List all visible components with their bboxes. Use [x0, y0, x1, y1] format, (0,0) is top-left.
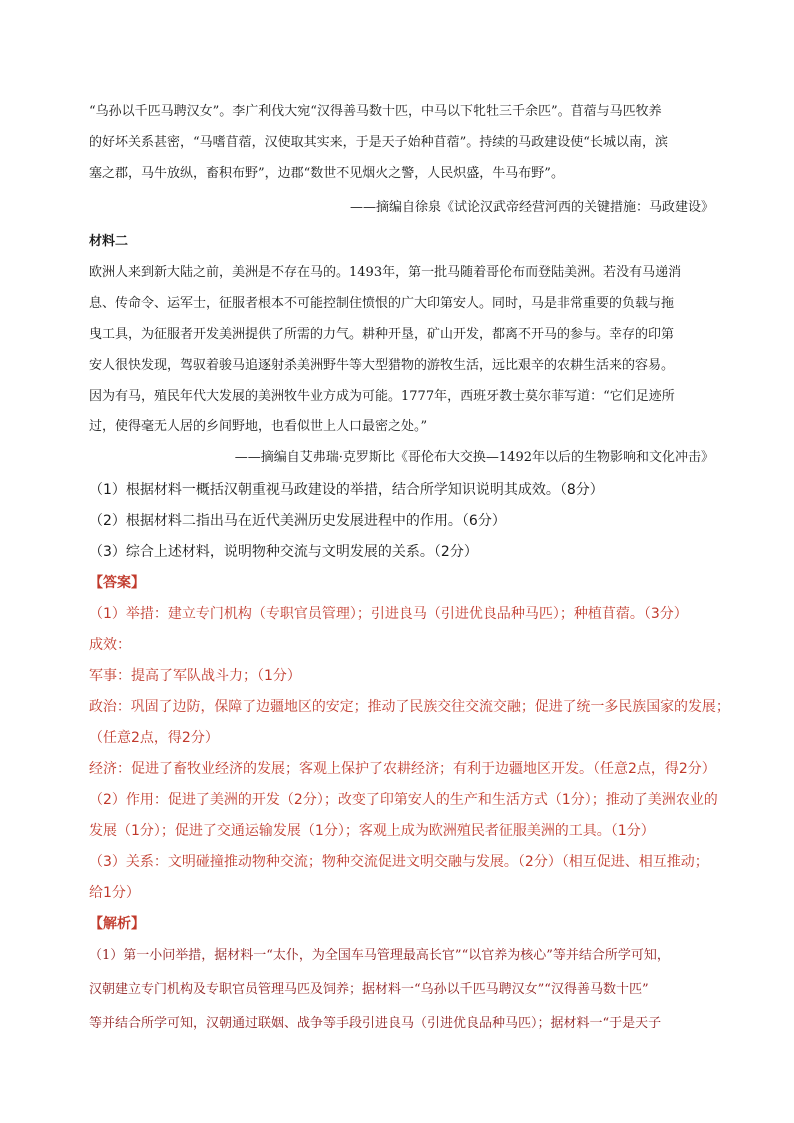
material2-line: 息、传命令、运军士，征服者根本不可能控制住愤恨的广大印第安人。同时，马是非常重要的负载与拖: [89, 296, 675, 311]
material2-line: 曳工具，为征服者开发美洲提供了所需的力气。耕种开垦，矿山开发，都离不开马的参与。幸存的印第: [89, 327, 675, 342]
answer-line: （3）关系：文明碰撞推动物种交流；物种交流促进文明交融与发展。（2分）（相互促进、相互推动；: [89, 854, 709, 870]
analysis-line: 等并结合所学可知，汉朝通过联姻、战争等手段引进良马（引进优良品种马匹）；据材料一“于是天子: [89, 1016, 662, 1031]
material1-line: 的好坏关系甚密，“马嗜苜蓿，汉使取其实来，于是天子始种苜蓿”。持续的马政建设使“长城以南，滨: [89, 135, 668, 150]
answer-line: 发展（1分）；促进了交通运输发展（1分）；客观上成为欧洲殖民者征服美洲的工具。（1分）: [89, 823, 655, 839]
answer-line: 给1分）: [89, 885, 140, 901]
analysis-line: 汉朝建立专门机构及专职官员管理马匹及饲养；据材料一“乌孙以千匹马聘汉女”“汉得善马数十匹”: [89, 982, 649, 997]
material1-citation: ——摘编自徐泉《试论汉武帝经营河西的关键措施：马政建设》: [349, 200, 714, 215]
answer-tag: 【答案】: [89, 575, 145, 591]
answer-line: （2）作用：促进了美洲的开发（2分）；改变了印第安人的生产和生活方式（1分）；推动了美洲农业的: [89, 792, 718, 808]
material2-line: 因为有马，殖民年代大发展的美洲牧牛业方成为可能。1777年，西班牙教士莫尔菲写道：“它们足迹所: [89, 389, 675, 404]
question-1: （1）根据材料一概括汉朝重视马政建设的举措，结合所学知识说明其成效。（8分）: [89, 482, 604, 498]
material1-line: 塞之郡，马牛放纵，畜积布野”，边郡“数世不见烟火之警，人民炽盛，牛马布野”。: [89, 166, 564, 181]
analysis-tag: 【解析】: [89, 916, 145, 932]
answer-line: 成效：: [89, 637, 131, 653]
answer-line: 军事：提高了军队战斗力；（1分）: [89, 668, 301, 684]
answer-line: 政治：巩固了边防，保障了边疆地区的安定；推动了民族交往交流交融；促进了统一多民族国家的发展；: [89, 699, 730, 715]
material2-line: 过，使得毫无人居的乡间野地，也看似世上人口最密之处。”: [89, 419, 428, 434]
answer-line: 经济：促进了畜牧业经济的发展；客观上保护了农耕经济；有利于边疆地区开发。（任意2点，得2分）: [89, 761, 716, 777]
material2-line: 欧洲人来到新大陆之前，美洲是不存在马的。1493年，第一批马随着哥伦布而登陆美洲。若没有马递消: [89, 265, 682, 280]
material1-line: “乌孙以千匹马聘汉女”。李广利伐大宛“汉得善马数十匹，中马以下牝牡三千余匹”。苜蓿与马匹牧养: [89, 104, 662, 119]
answer-line: （1）举措：建立专门机构（专职官员管理）；引进良马（引进优良品种马匹）；种植苜蓿。（3分）: [89, 606, 688, 622]
analysis-line: （1）第一小问举措，据材料一“太仆，为全国车马管理最高长官”“以官养为核心”等并结合所学可知，: [89, 948, 670, 963]
question-2: （2）根据材料二指出马在近代美洲历史发展进程中的作用。（6分）: [89, 513, 506, 529]
material2-heading: 材料二: [89, 234, 129, 249]
material2-line: 安人很快发现，驾驭着骏马追逐射杀美洲野牛等大型猎物的游牧生活，远比艰辛的农耕生活来的容易。: [89, 358, 675, 373]
question-3: （3）综合上述材料，说明物种交流与文明发展的关系。（2分）: [89, 544, 478, 560]
material2-citation: ——摘编自艾弗瑞·克罗斯比《哥伦布大交换—1492年以后的生物影响和文化冲击》: [234, 450, 714, 465]
answer-line: （任意2点，得2分）: [89, 730, 219, 746]
